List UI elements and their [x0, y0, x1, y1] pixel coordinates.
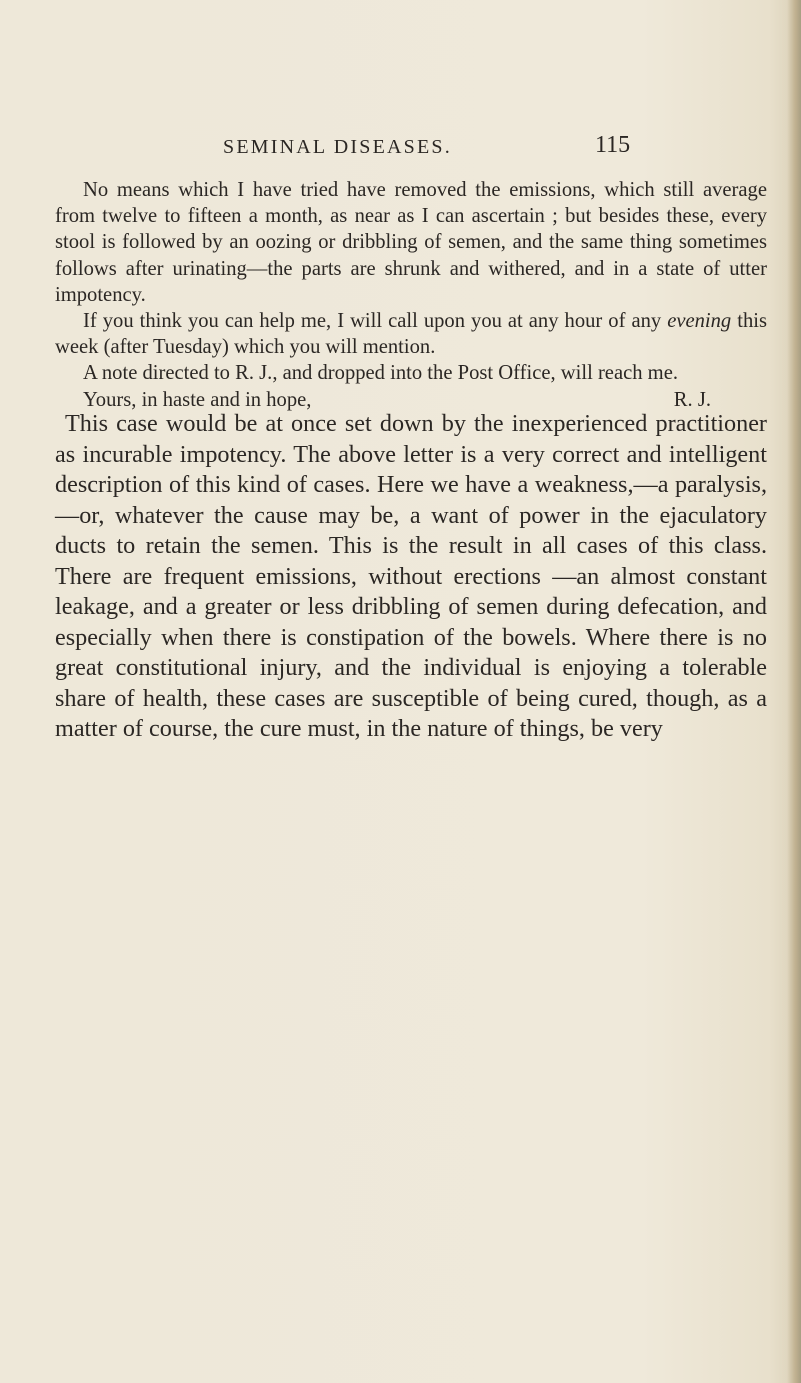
quoted-letter: [55, 177, 767, 413]
letter-text: If you think you can help me, I will call upon you at any hour of any: [83, 310, 668, 333]
letter-paragraph: A note directed to R. J., and dropped into the Post Office, will reach me.: [83, 362, 678, 385]
page-header: [0, 132, 801, 162]
letter-paragraph: No means which I have tried have removed the emissions, which still average from twelve to fifteen a month, as near as I can ascertain ; but besides these, every stool is followed by an oozing or dribbling of semen, and the same thing sometimes follows after urinating—the parts are shrunk and withered, and in a state of utter impotency.: [55, 179, 767, 306]
page-edge-shadow: [787, 0, 801, 1383]
letter-paragraph: [55, 308, 767, 360]
main-text: [55, 409, 767, 745]
letter-closing: Yours, in haste and in hope,: [83, 388, 312, 411]
letter-signature: R. J.: [673, 388, 711, 411]
letter-text: this week (after Tuesday) which you will mention.: [55, 310, 767, 359]
running-title: SEMINAL DISEASES.: [223, 136, 452, 158]
body-paragraph: This case would be at once set down by the inexperienced practitioner as incurable impotency. The above letter is a very correct and intelligent description of this kind of cases. Here we have a weakness,—a paralysis,—or, whatever the cause may be, a want of power in the ejaculatory ducts to retain the semen. This is the result in all cases of this class. There are frequent emissions, without erections —an almost constant leakage, and a greater or less dribbling of semen during defecation, and especially when there is constipation of the bowels. Where there is no great constitutional injury, and the individual is enjoying a tolerable share of health, these cases are susceptible of being cured, though, as a matter of course, the cure must, in the nature of things, be very: [55, 410, 767, 742]
letter-emphasis: evening: [667, 310, 732, 333]
page-number: 115: [595, 132, 631, 158]
